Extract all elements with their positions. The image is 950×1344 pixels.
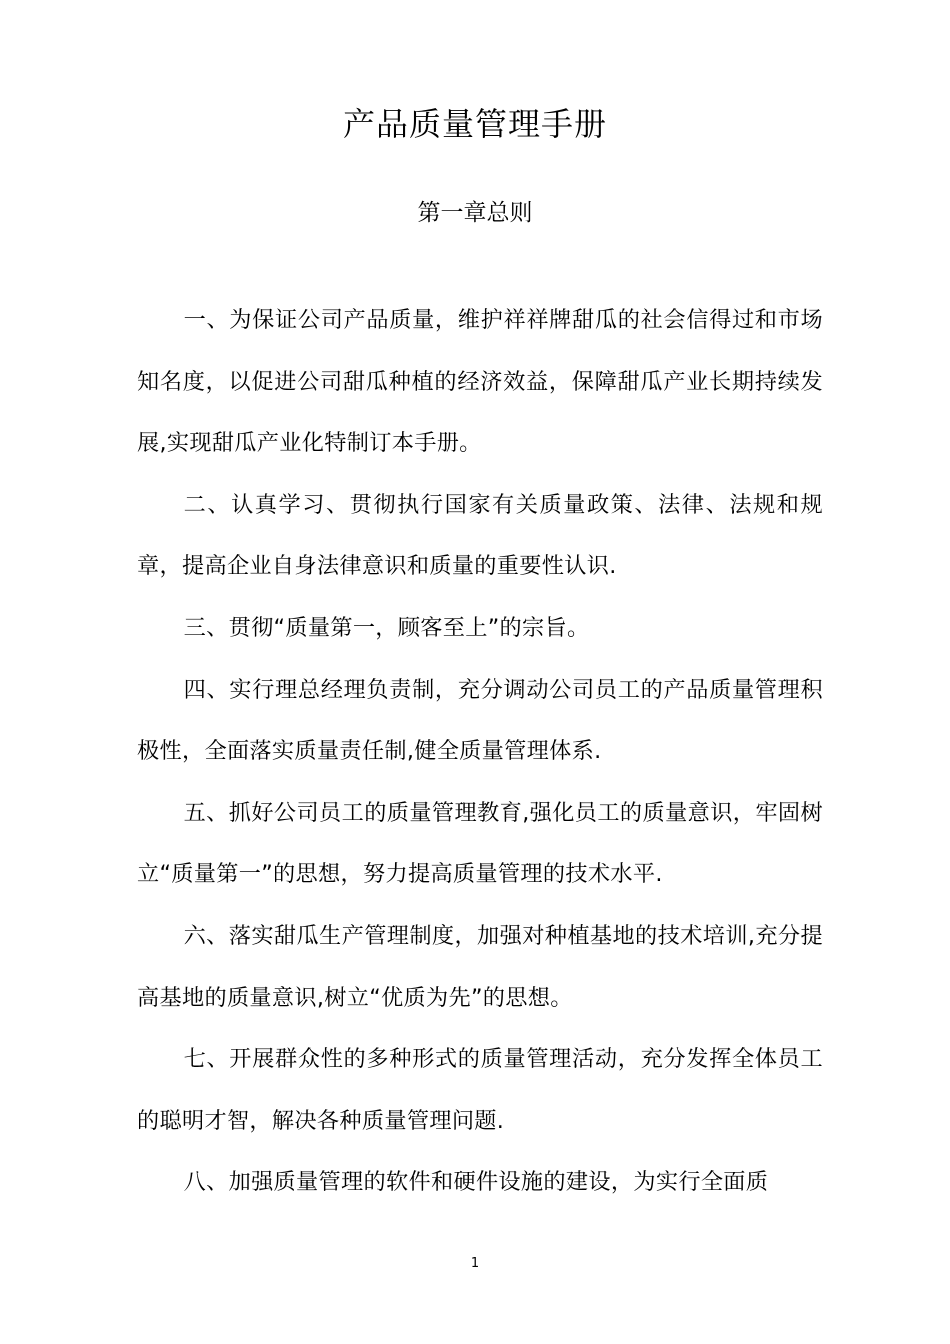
paragraph-3: 三、贯彻“质量第一，顾客至上”的宗旨。 [183, 614, 590, 641]
paragraph-2: 二、认真学习、贯彻执行国家有关质量政策、法律、法规和规章，提高企业自身法律意识和质量的重要性认识. [137, 491, 823, 580]
paragraph-1: 一、为保证公司产品质量，维护祥祥牌甜瓜的社会信得过和市场知名度，以促进公司甜瓜种植的经济效益，保障甜瓜产业长期持续发展,实现甜瓜产业化特制订本手册。 [137, 307, 823, 457]
chapter-heading: 第一章总则 [417, 200, 533, 226]
document-title: 产品质量管理手册 [342, 105, 607, 143]
paragraph-8: 八、加强质量管理的软件和硬件设施的建设，为实行全面质 [183, 1169, 769, 1196]
paragraph-6: 六、落实甜瓜生产管理制度，加强对种植基地的技术培训,充分提高基地的质量意识,树立“优质为先”的思想。 [137, 922, 823, 1011]
paragraph-4: 四、实行理总经理负责制，充分调动公司员工的产品质量管理积极性，全面落实质量责任制,健全质量管理体系. [137, 676, 823, 765]
paragraph-7: 七、开展群众性的多种形式的质量管理活动，充分发挥全体员工的聪明才智，解决各种质量管理问题. [137, 1046, 823, 1134]
paragraph-5: 五、抓好公司员工的质量管理教育,强化员工的质量意识，牢固树立“质量第一”的思想，努力提高质量管理的技术水平. [137, 799, 823, 888]
document-body [137, 290, 823, 1214]
page-number: 1 [470, 1256, 480, 1271]
